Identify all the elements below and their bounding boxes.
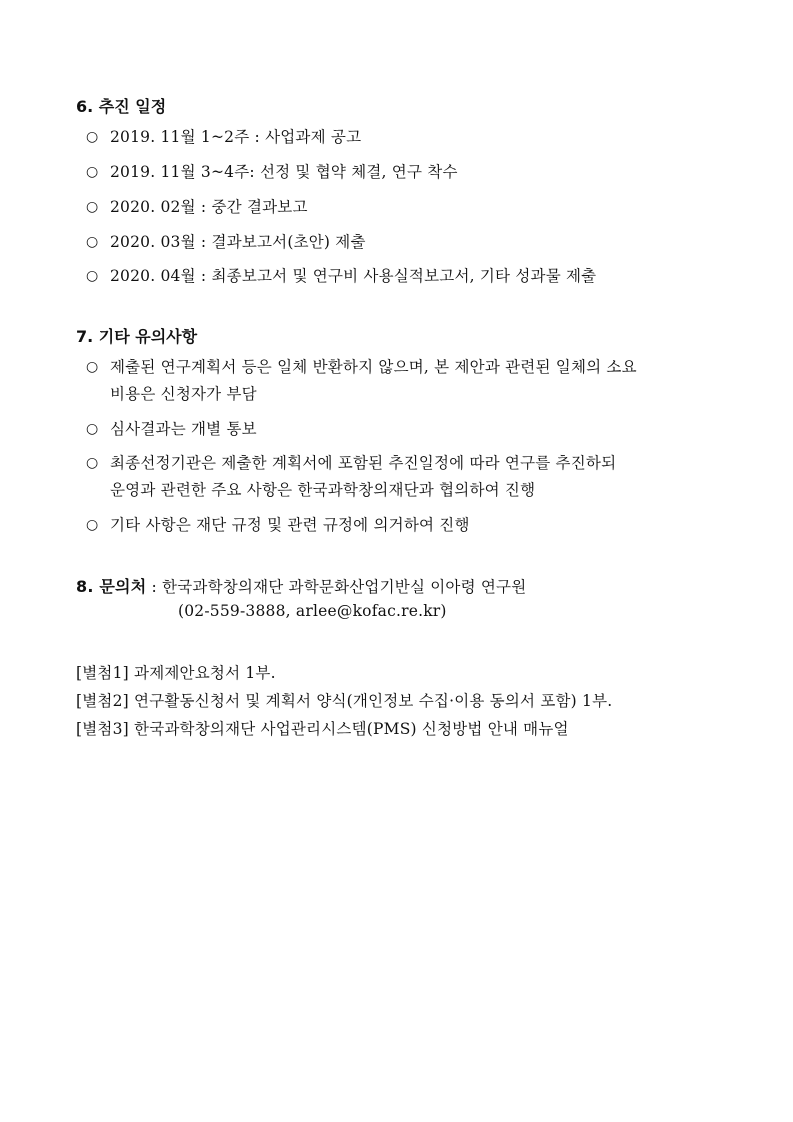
section-8-heading: 8. 문의처 [76,577,147,596]
notice-item-text-continued: 운영과 관련한 주요 사항은 한국과학창의재단과 협의하여 진행 [110,481,536,499]
bullet-icon: ○ [86,421,99,437]
bullet-icon: ○ [86,359,99,375]
bullet-icon: ○ [86,199,99,215]
section-6-heading: 6. 추진 일정 [76,97,167,116]
notice-item [86,450,726,504]
contact-detail: (02-559-3888, arlee@kofac.re.kr) [178,602,447,620]
schedule-item-text: 2019. 11월 3~4주: 선정 및 협약 체결, 연구 착수 [110,163,458,181]
attachment-item: [별첨2] 연구활동신청서 및 계획서 양식(개인정보 수집·이용 동의서 포함) 1부. [76,692,613,710]
bullet-icon: ○ [86,129,99,145]
notice-item-text: 기타 사항은 재단 규정 및 관련 규정에 의거하여 진행 [110,516,470,534]
bullet-icon: ○ [86,455,99,471]
section-7-heading: 7. 기타 유의사항 [76,327,198,346]
notice-item-text-continued: 비용은 신청자가 부담 [110,385,257,403]
schedule-item-text: 2020. 02월 : 중간 결과보고 [110,198,308,216]
attachment-item: [별첨1] 과제제안요청서 1부. [76,664,276,682]
notice-item-text: 심사결과는 개별 통보 [110,420,257,438]
contact-name: 한국과학창의재단 과학문화산업기반실 이아령 연구원 [162,578,527,596]
bullet-icon: ○ [86,268,99,284]
notice-item-text: 최종선정기관은 제출한 계획서에 포함된 추진일정에 따라 연구를 추진하되 [110,454,617,472]
attachment-item: [별첨3] 한국과학창의재단 사업관리시스템(PMS) 신청방법 안내 매뉴얼 [76,720,569,738]
notice-item-text: 제출된 연구계획서 등은 일체 반환하지 않으며, 본 제안과 관련된 일체의 소요 [110,358,637,376]
schedule-item-text: 2019. 11월 1~2주 : 사업과제 공고 [110,128,362,146]
bullet-icon: ○ [86,517,99,533]
schedule-item-text: 2020. 03월 : 결과보고서(초안) 제출 [110,233,366,251]
notice-item [86,354,726,408]
contact-line [76,574,526,597]
bullet-icon: ○ [86,164,99,180]
schedule-item-text: 2020. 04월 : 최종보고서 및 연구비 사용실적보고서, 기타 성과물 제출 [110,267,597,285]
contact-separator: : [146,578,163,596]
bullet-icon: ○ [86,234,99,250]
